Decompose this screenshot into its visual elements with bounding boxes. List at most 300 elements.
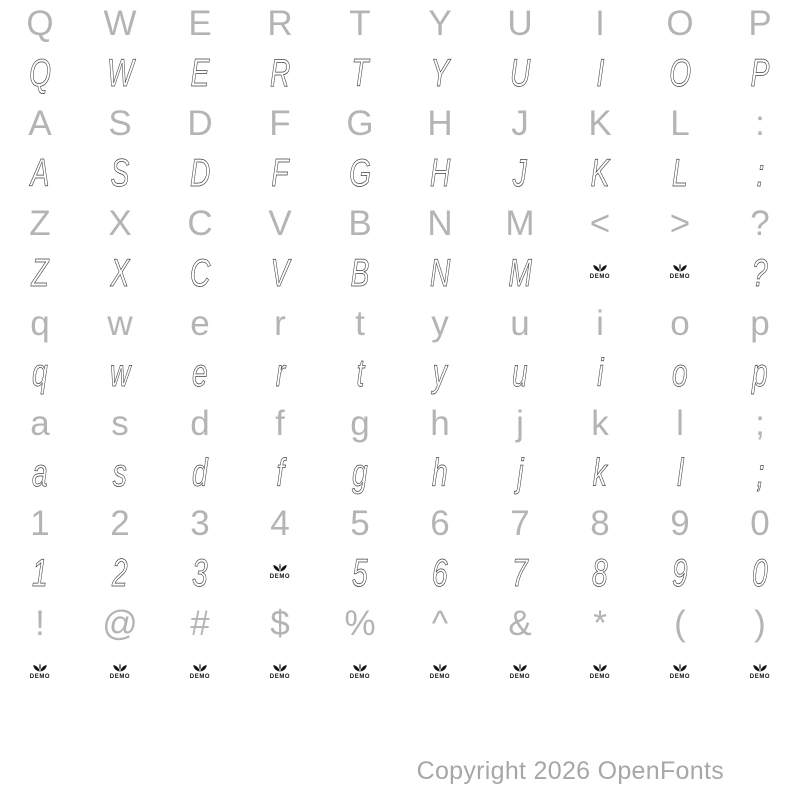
glyph-cell	[640, 600, 720, 650]
glyph-char: O	[669, 52, 691, 95]
glyph-cell	[720, 550, 800, 600]
glyph-char: @	[102, 604, 138, 643]
glyph-cell	[560, 0, 640, 50]
glyph-char: i	[596, 304, 604, 343]
glyph-char: Q	[26, 4, 54, 43]
glyph-cell	[240, 400, 320, 450]
glyph-cell	[80, 500, 160, 550]
glyph-cell	[80, 450, 160, 500]
glyph-char: 9	[670, 504, 690, 543]
glyph-cell	[720, 100, 800, 150]
glyph-char: u	[512, 352, 528, 395]
glyph-cell	[240, 450, 320, 500]
glyph-cell	[320, 400, 400, 450]
demo-mark	[590, 662, 610, 680]
glyph-cell	[480, 500, 560, 550]
glyph-cell	[640, 400, 720, 450]
glyph-char: l	[676, 404, 684, 443]
glyph-cell	[80, 0, 160, 50]
glyph-cell	[320, 150, 400, 200]
glyph-char: W	[103, 4, 137, 43]
glyph-cell	[80, 200, 160, 250]
glyph-char: ?	[752, 252, 768, 295]
glyph-cell	[640, 0, 720, 50]
glyph-char: Y	[430, 52, 450, 95]
fleuron-icon	[352, 662, 368, 673]
glyph-cell	[480, 450, 560, 500]
glyph-char: F	[269, 104, 291, 143]
glyph-char: <	[589, 204, 611, 243]
glyph-char: P	[748, 4, 772, 43]
glyph-cell	[160, 650, 240, 700]
glyph-cell	[160, 350, 240, 400]
glyph-char: 2	[112, 552, 128, 595]
glyph-cell	[640, 350, 720, 400]
fleuron-icon	[272, 662, 288, 673]
demo-mark	[430, 662, 450, 680]
glyph-char: M	[508, 252, 532, 295]
demo-mark	[350, 662, 370, 680]
glyph-char: :	[756, 152, 764, 195]
glyph-row-demo	[0, 350, 800, 400]
demo-mark	[270, 562, 290, 580]
glyph-char: K	[590, 152, 610, 195]
glyph-cell	[560, 200, 640, 250]
glyph-char: %	[344, 604, 376, 643]
glyph-cell	[0, 300, 80, 350]
glyph-cell	[560, 400, 640, 450]
glyph-cell	[640, 300, 720, 350]
demo-mark-label: DEMO	[669, 674, 691, 680]
glyph-cell	[560, 350, 640, 400]
glyph-cell	[240, 300, 320, 350]
glyph-cell	[560, 50, 640, 100]
glyph-char: 3	[192, 552, 208, 595]
glyph-cell	[400, 500, 480, 550]
demo-mark-label: DEMO	[189, 674, 211, 680]
demo-mark	[670, 662, 690, 680]
glyph-cell	[160, 550, 240, 600]
glyph-char: W	[106, 52, 134, 95]
glyph-char: o	[670, 304, 690, 343]
demo-mark	[590, 262, 610, 280]
fleuron-icon	[592, 262, 608, 273]
glyph-row-demo	[0, 150, 800, 200]
glyph-char: 2	[110, 504, 130, 543]
glyph-char: ^	[431, 604, 449, 643]
glyph-cell	[320, 100, 400, 150]
glyph-cell	[320, 200, 400, 250]
glyph-char: :	[755, 104, 765, 143]
fleuron-icon	[752, 662, 768, 673]
glyph-cell	[160, 0, 240, 50]
glyph-char: A	[28, 104, 52, 143]
glyph-char: 7	[510, 504, 530, 543]
glyph-cell	[320, 300, 400, 350]
glyph-cell	[80, 600, 160, 650]
glyph-char: Z	[31, 252, 49, 295]
glyph-cell	[320, 600, 400, 650]
glyph-char: 5	[350, 504, 370, 543]
glyph-char: #	[190, 604, 210, 643]
glyph-cell	[480, 250, 560, 300]
glyph-cell	[240, 350, 320, 400]
glyph-row-gray	[0, 200, 800, 250]
glyph-cell	[240, 100, 320, 150]
glyph-cell	[640, 500, 720, 550]
glyph-char: G	[349, 152, 371, 195]
glyph-char: D	[187, 104, 213, 143]
glyph-char: T	[349, 4, 371, 43]
glyph-cell	[480, 200, 560, 250]
glyph-char: (	[674, 604, 686, 643]
demo-mark-label: DEMO	[589, 274, 611, 280]
glyph-cell	[640, 450, 720, 500]
demo-mark	[510, 662, 530, 680]
glyph-char: k	[591, 404, 609, 443]
glyph-char: f	[276, 452, 284, 495]
glyph-char: d	[190, 404, 210, 443]
glyph-char: e	[190, 304, 210, 343]
glyph-char: J	[511, 104, 529, 143]
glyph-char: ;	[756, 452, 764, 495]
glyph-cell	[400, 300, 480, 350]
glyph-cell	[640, 100, 720, 150]
glyph-cell	[240, 50, 320, 100]
glyph-char: V	[268, 204, 292, 243]
glyph-cell	[480, 550, 560, 600]
glyph-cell	[160, 250, 240, 300]
glyph-char: B	[348, 204, 372, 243]
glyph-char: ?	[750, 204, 770, 243]
glyph-char: $	[270, 604, 290, 643]
glyph-char: 6	[432, 552, 448, 595]
demo-mark-label: DEMO	[29, 674, 51, 680]
glyph-char: L	[672, 152, 688, 195]
glyph-cell	[560, 450, 640, 500]
glyph-row-gray	[0, 0, 800, 50]
glyph-cell	[480, 100, 560, 150]
demo-mark-label: DEMO	[429, 674, 451, 680]
demo-mark-label: DEMO	[269, 674, 291, 680]
glyph-cell	[240, 200, 320, 250]
glyph-cell	[720, 350, 800, 400]
glyph-char: G	[346, 104, 374, 143]
glyph-char: w	[109, 352, 131, 395]
demo-mark-label: DEMO	[269, 574, 291, 580]
glyph-char: g	[352, 452, 368, 495]
glyph-char: C	[189, 252, 211, 295]
glyph-char: N	[427, 204, 453, 243]
glyph-char: t	[356, 352, 364, 395]
glyph-char: 3	[190, 504, 210, 543]
glyph-char: C	[187, 204, 213, 243]
glyph-char: 5	[352, 552, 368, 595]
glyph-cell	[160, 500, 240, 550]
glyph-cell	[480, 150, 560, 200]
fleuron-icon	[672, 662, 688, 673]
glyph-cell	[640, 250, 720, 300]
glyph-char: L	[670, 104, 690, 143]
glyph-char: X	[110, 252, 130, 295]
glyph-char: >	[669, 204, 691, 243]
glyph-cell	[720, 500, 800, 550]
glyph-cell	[560, 600, 640, 650]
glyph-cell	[480, 0, 560, 50]
glyph-cell	[560, 650, 640, 700]
glyph-char: u	[510, 304, 530, 343]
glyph-char: 6	[430, 504, 450, 543]
glyph-char: H	[429, 152, 451, 195]
glyph-char: R	[267, 4, 293, 43]
glyph-char: 8	[592, 552, 608, 595]
glyph-cell	[320, 550, 400, 600]
glyph-char: k	[592, 452, 608, 495]
glyph-char: S	[110, 152, 130, 195]
demo-mark	[110, 662, 130, 680]
glyph-cell	[720, 650, 800, 700]
fleuron-icon	[32, 662, 48, 673]
glyph-cell	[560, 250, 640, 300]
glyph-cell	[480, 50, 560, 100]
glyph-char: O	[666, 4, 694, 43]
glyph-cell	[80, 50, 160, 100]
glyph-cell	[320, 50, 400, 100]
glyph-cell	[560, 500, 640, 550]
glyph-char: d	[192, 452, 208, 495]
glyph-cell	[0, 550, 80, 600]
glyph-row-demo	[0, 250, 800, 300]
glyph-char: s	[112, 452, 128, 495]
glyph-char: 9	[672, 552, 688, 595]
glyph-cell	[80, 150, 160, 200]
glyph-cell	[480, 600, 560, 650]
glyph-cell	[80, 300, 160, 350]
glyph-cell	[720, 400, 800, 450]
glyph-char: D	[189, 152, 211, 195]
glyph-cell	[560, 300, 640, 350]
glyph-cell	[560, 150, 640, 200]
glyph-char: A	[30, 152, 50, 195]
demo-mark	[30, 662, 50, 680]
glyph-cell	[720, 150, 800, 200]
glyph-cell	[720, 50, 800, 100]
fleuron-icon	[432, 662, 448, 673]
glyph-char: Y	[428, 4, 452, 43]
glyph-char: F	[271, 152, 289, 195]
glyph-cell	[80, 250, 160, 300]
glyph-char: H	[427, 104, 453, 143]
glyph-char: 4	[270, 504, 290, 543]
glyph-cell	[400, 0, 480, 50]
glyph-char: K	[588, 104, 612, 143]
demo-mark-label: DEMO	[349, 674, 371, 680]
glyph-char: o	[672, 352, 688, 395]
glyph-cell	[0, 650, 80, 700]
glyph-cell	[640, 550, 720, 600]
demo-mark	[270, 662, 290, 680]
glyph-char: V	[270, 252, 290, 295]
glyph-char: U	[507, 4, 533, 43]
glyph-cell	[160, 50, 240, 100]
glyph-cell	[240, 0, 320, 50]
glyph-cell	[400, 650, 480, 700]
glyph-char: R	[269, 52, 291, 95]
glyph-char: t	[355, 304, 365, 343]
glyph-cell	[160, 100, 240, 150]
glyph-cell	[160, 600, 240, 650]
glyph-char: I	[595, 4, 605, 43]
glyph-char: a	[32, 452, 48, 495]
glyph-char: h	[432, 452, 448, 495]
glyph-cell	[640, 200, 720, 250]
glyph-cell	[0, 150, 80, 200]
glyph-cell	[640, 50, 720, 100]
demo-mark-label: DEMO	[749, 674, 771, 680]
glyph-cell	[80, 400, 160, 450]
glyph-cell	[0, 0, 80, 50]
glyph-cell	[320, 500, 400, 550]
demo-mark	[190, 662, 210, 680]
glyph-cell	[160, 300, 240, 350]
glyph-cell	[720, 300, 800, 350]
glyph-char: 1	[30, 504, 50, 543]
glyph-cell	[160, 150, 240, 200]
glyph-char: s	[111, 404, 129, 443]
glyph-cell	[160, 400, 240, 450]
glyph-char: 7	[512, 552, 528, 595]
glyph-char: I	[596, 52, 604, 95]
glyph-char: X	[108, 204, 132, 243]
glyph-char: Z	[29, 204, 51, 243]
glyph-cell	[400, 600, 480, 650]
glyph-cell	[240, 250, 320, 300]
glyph-char: )	[754, 604, 766, 643]
glyph-cell	[400, 150, 480, 200]
glyph-char: w	[107, 304, 133, 343]
fleuron-icon	[512, 662, 528, 673]
glyph-cell	[400, 200, 480, 250]
glyph-cell	[240, 500, 320, 550]
glyph-cell	[240, 550, 320, 600]
glyph-char: l	[676, 452, 684, 495]
glyph-char: i	[596, 352, 604, 395]
glyph-cell	[400, 350, 480, 400]
glyph-cell	[400, 50, 480, 100]
fleuron-icon	[592, 662, 608, 673]
glyph-char: 0	[752, 552, 768, 595]
glyph-char: h	[430, 404, 450, 443]
glyph-cell	[320, 650, 400, 700]
glyph-cell	[0, 600, 80, 650]
glyph-row-gray	[0, 400, 800, 450]
glyph-cell	[400, 100, 480, 150]
demo-mark	[670, 262, 690, 280]
glyph-char: p	[752, 352, 768, 395]
fleuron-icon	[272, 562, 288, 573]
fleuron-icon	[192, 662, 208, 673]
glyph-cell	[0, 50, 80, 100]
glyph-char: E	[190, 52, 210, 95]
glyph-cell	[320, 350, 400, 400]
glyph-cell	[80, 100, 160, 150]
glyph-char: P	[750, 52, 770, 95]
glyph-cell	[0, 200, 80, 250]
glyph-char: E	[188, 4, 212, 43]
glyph-cell	[400, 400, 480, 450]
glyph-char: a	[30, 404, 50, 443]
glyph-cell	[480, 300, 560, 350]
glyph-char: M	[505, 204, 535, 243]
demo-mark-label: DEMO	[669, 274, 691, 280]
glyph-cell	[320, 0, 400, 50]
glyph-char: q	[32, 352, 48, 395]
demo-mark-label: DEMO	[109, 674, 131, 680]
glyph-char: f	[275, 404, 285, 443]
glyph-char: q	[30, 304, 50, 343]
glyph-cell	[480, 350, 560, 400]
glyph-cell	[80, 550, 160, 600]
glyph-char: S	[108, 104, 132, 143]
glyph-char: 1	[32, 552, 48, 595]
glyph-cell	[320, 450, 400, 500]
glyph-char: r	[275, 352, 285, 395]
glyph-row-demo	[0, 450, 800, 500]
glyph-cell	[240, 650, 320, 700]
glyph-row-gray	[0, 500, 800, 550]
glyph-char: T	[351, 52, 369, 95]
glyph-cell	[0, 500, 80, 550]
glyph-row-gray	[0, 100, 800, 150]
glyph-char: *	[593, 604, 607, 643]
glyph-char: y	[432, 352, 448, 395]
glyph-char: g	[350, 404, 370, 443]
glyph-cell	[160, 200, 240, 250]
glyph-row-demo	[0, 50, 800, 100]
glyph-cell	[80, 650, 160, 700]
glyph-cell	[160, 450, 240, 500]
demo-mark-label: DEMO	[589, 674, 611, 680]
glyph-cell	[240, 150, 320, 200]
glyph-cell	[0, 450, 80, 500]
glyph-char: J	[512, 152, 528, 195]
glyph-cell	[0, 400, 80, 450]
glyph-cell	[80, 350, 160, 400]
glyph-char: j	[516, 404, 524, 443]
glyph-char: N	[429, 252, 451, 295]
glyph-char: 8	[590, 504, 610, 543]
glyph-cell	[480, 650, 560, 700]
glyph-row-demo	[0, 550, 800, 600]
glyph-char: U	[509, 52, 531, 95]
glyph-cell	[400, 550, 480, 600]
glyph-cell	[640, 650, 720, 700]
glyph-cell	[0, 250, 80, 300]
glyph-char: e	[192, 352, 208, 395]
glyph-cell	[560, 100, 640, 150]
glyph-char: 0	[750, 504, 770, 543]
demo-mark	[750, 662, 770, 680]
glyph-char: j	[516, 452, 524, 495]
glyph-char: y	[431, 304, 449, 343]
glyph-row-gray	[0, 300, 800, 350]
glyph-row-gray	[0, 600, 800, 650]
glyph-char: B	[350, 252, 370, 295]
glyph-cell	[0, 100, 80, 150]
glyph-cell	[640, 150, 720, 200]
glyph-cell	[720, 0, 800, 50]
glyph-row-demo	[0, 650, 800, 700]
